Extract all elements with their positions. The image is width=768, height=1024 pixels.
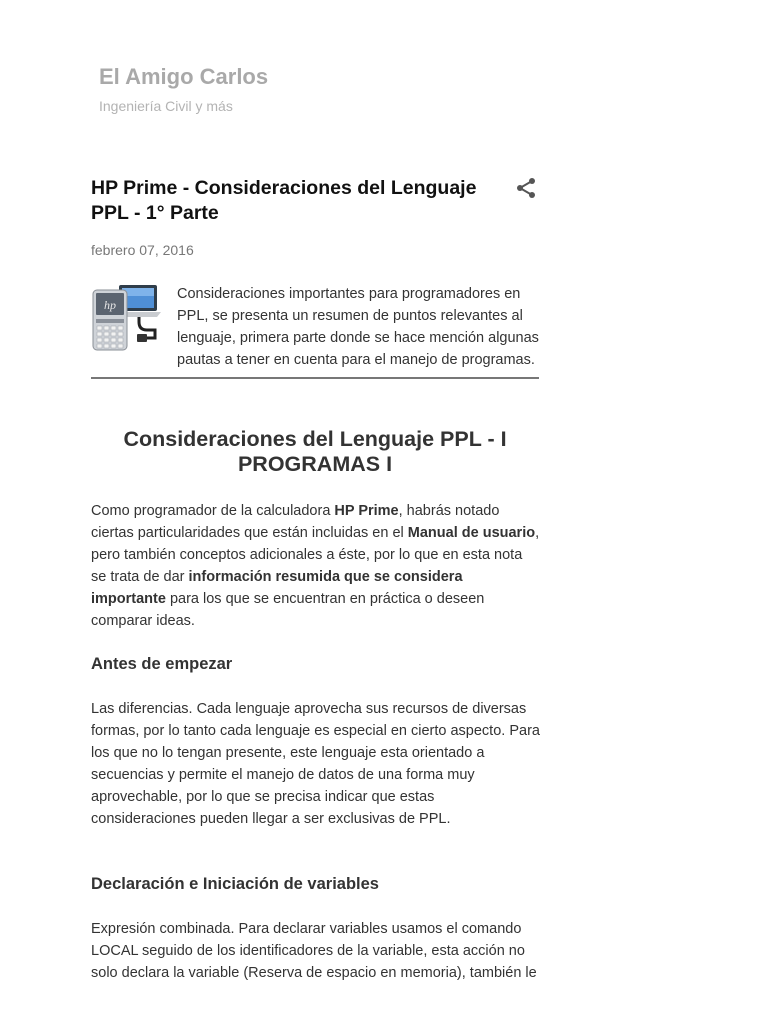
section-heading-variables: Declaración e Iniciación de variables [91, 875, 379, 893]
post-title[interactable]: HP Prime - Consideraciones del Lenguaje PPL - 1° Parte [91, 177, 477, 224]
blog-description: Ingeniería Civil y más [99, 98, 233, 114]
svg-text:hp: hp [104, 298, 116, 312]
article-heading: Consideraciones del Lenguaje PPL - I PROGRAMAS I [123, 427, 507, 476]
intro-bold-hp-prime: HP Prime [334, 503, 399, 519]
post-date[interactable]: febrero 07, 2016 [91, 242, 194, 258]
intro-text-3: , pero también conceptos adicionales a éste, por lo que en esta nota se trata de dar [91, 525, 540, 585]
intro-text-4: para los que se encuentran en práctica o deseen comparar ideas. [91, 591, 485, 629]
intro-bold-info: información resumida que se considera importante [91, 569, 463, 607]
post-snippet[interactable]: Consideraciones importantes para programadores en PPL, se presenta un resumen de puntos relevantes al lenguaje, primera parte donde se hace mención algunas pautas a tener en cuenta para el manejo de programas. [177, 286, 539, 368]
hp-prime-calculator-laptop-icon [91, 282, 163, 354]
section-text-antes: Las diferencias. Cada lenguaje aprovecha sus recursos de diversas formas, por lo tanto cada lenguaje es especial en cierto aspecto. Para los que no lo tengan presente, este lenguaje esta orientado a secuencias y permite el manejo de datos de una forma muy aprovechable, por lo que se precisa indicar que estas consideraciones pueden llegar a ser exclusivas de PPL. [91, 701, 540, 827]
intro-text-1: Como programador de la calculadora [91, 503, 335, 519]
section-heading-antes: Antes de empezar [91, 655, 233, 673]
blog-title[interactable]: El Amigo Carlos [99, 64, 269, 89]
share-icon [514, 176, 538, 200]
intro-paragraph [91, 500, 541, 632]
intro-bold-manual: Manual de usuario [407, 525, 536, 541]
snippet-divider [91, 377, 539, 379]
post-thumbnail[interactable] [91, 282, 163, 354]
share-button[interactable] [514, 176, 538, 200]
intro-text-2: , habrás notado ciertas particularidades que están incluidas en el [91, 503, 500, 541]
section-text-variables: Expresión combinada. Para declarar variables usamos el comando LOCAL seguido de los identificadores de la variable, esta acción no solo declara la variable (Reserva de espacio en memoria), también le [91, 921, 537, 981]
